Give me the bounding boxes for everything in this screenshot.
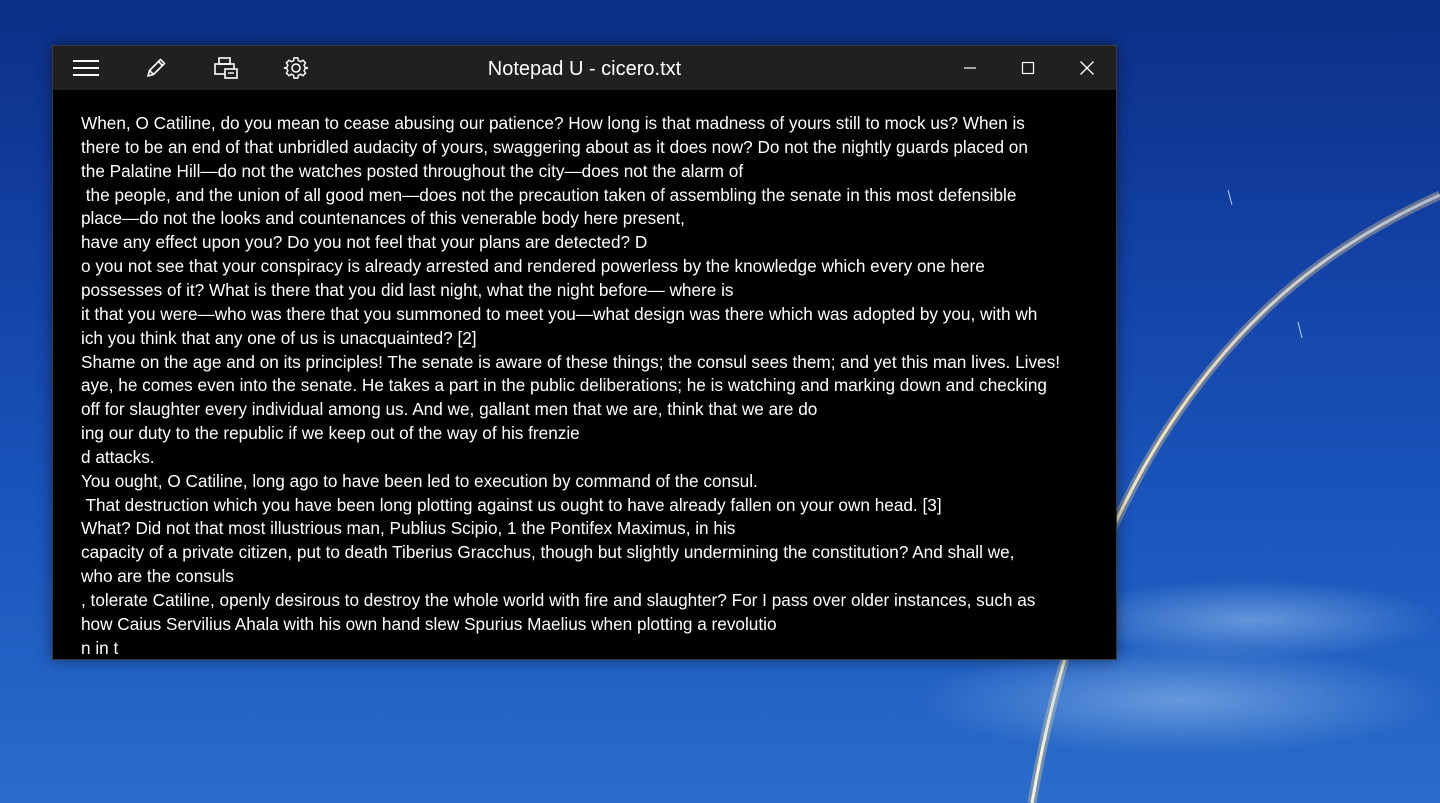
minimize-icon bbox=[963, 61, 977, 75]
editor-line: who are the consuls bbox=[81, 566, 234, 587]
title-bar[interactable] bbox=[53, 46, 1116, 90]
editor-line: When, O Catiline, do you mean to cease abusing our patience? How long is that madness of yours still to mock us? When is bbox=[81, 113, 1025, 133]
gear-icon bbox=[283, 55, 309, 81]
editor-line: capacity of a private citizen, put to death Tiberius Gracchus, though but slightly undermining the constitution? And shall we, bbox=[81, 542, 1015, 563]
editor-line: there to be an end of that unbridled audacity of yours, swaggering about as it does now? Do not the nightly guards placed on bbox=[81, 136, 1028, 157]
editor-line: ich you think that any one of us is unacquainted? [2] bbox=[81, 327, 477, 348]
edit-button[interactable] bbox=[128, 46, 184, 90]
editor-line: Shame on the age and on its principles! The senate is aware of these things; the consul sees them; and yet this man lives. Lives! bbox=[81, 351, 1060, 372]
print-icon bbox=[212, 56, 240, 80]
editor-line: d attacks. bbox=[81, 446, 155, 467]
window-title: Notepad U - cicero.txt bbox=[487, 58, 682, 80]
maximize-button[interactable] bbox=[999, 46, 1057, 90]
editor-line: the Palatine Hill—do not the watches posted throughout the city—does not the alarm of bbox=[81, 160, 744, 181]
editor-line: That destruction which you have been long plotting against us ought to have already fallen on your own head. [3] bbox=[81, 494, 942, 515]
editor-line: n in t bbox=[81, 637, 119, 658]
close-icon bbox=[1079, 60, 1095, 76]
editor-line: , tolerate Catiline, openly desirous to destroy the whole world with fire and slaughter? For I pass over older instances, such as bbox=[81, 590, 1036, 610]
editor-line: how Caius Servilius Ahala with his own hand slew Spurius Maelius when plotting a revolutio bbox=[81, 613, 777, 634]
editor-line: off for slaughter every individual among us. And we, gallant men that we are, think that we are do bbox=[81, 399, 818, 420]
text-editor[interactable] bbox=[53, 90, 1116, 659]
notepad-window bbox=[52, 45, 1117, 660]
settings-button[interactable] bbox=[268, 46, 324, 90]
pencil-icon bbox=[144, 56, 168, 80]
editor-line: You ought, O Catiline, long ago to have been led to execution by command of the consul. bbox=[81, 470, 758, 491]
menu-button[interactable] bbox=[58, 46, 114, 90]
editor-line: ing our duty to the republic if we keep out of the way of his frenzie bbox=[81, 423, 580, 444]
editor-line: the people, and the union of all good men—does not the precaution taken of assembling the senate in this most defensible bbox=[81, 184, 1017, 205]
editor-line: it that you were—who was there that you summoned to meet you—what design was there which was adopted by you, with wh bbox=[81, 303, 1038, 324]
editor-line: have any effect upon you? Do you not feel that your plans are detected? D bbox=[81, 232, 648, 253]
maximize-icon bbox=[1021, 61, 1035, 75]
hamburger-menu-icon bbox=[73, 59, 99, 77]
editor-line: possesses of it? What is there that you did last night, what the night before— where is bbox=[81, 279, 734, 300]
close-button[interactable] bbox=[1058, 46, 1116, 90]
editor-line: What? Did not that most illustrious man, Publius Scipio, 1 the Pontifex Maximus, in his bbox=[81, 518, 736, 539]
editor-line: place—do not the looks and countenances of this venerable body here present, bbox=[81, 208, 685, 229]
minimize-button[interactable] bbox=[941, 46, 999, 90]
print-button[interactable] bbox=[198, 46, 254, 90]
editor-line: aye, he comes even into the senate. He takes a part in the public deliberations; he is watching and marking down and checking bbox=[81, 375, 1047, 396]
editor-line: o you not see that your conspiracy is already arrested and rendered powerless by the knowledge which every one here bbox=[81, 256, 985, 277]
